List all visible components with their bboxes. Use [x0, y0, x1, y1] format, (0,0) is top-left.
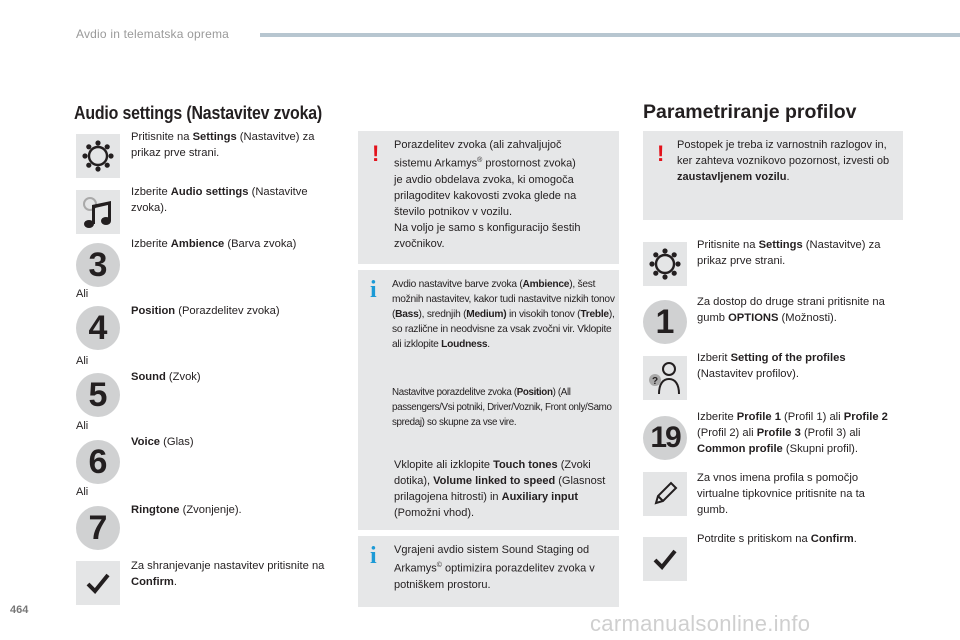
info-sound-staging-text: Vgrajeni avdio sistem Sound Staging od Arkamys© optimizira porazdelitev zvoka v potniškem prostoru.: [394, 544, 595, 591]
warning-box-profiles: [643, 131, 903, 220]
profile-person-icon: [643, 356, 687, 400]
step-number-5: 5: [76, 373, 120, 417]
audio-settings-note-icon: [76, 190, 120, 234]
step-position-text: Position (Porazdelitev zvoka): [131, 305, 280, 317]
profile-step-select-profile-text: Izberite Profile 1 (Profil 1) ali Profile 2 (Profil 2) ali Profile 3 (Profil 3) ali Common profile (Skupni profil).: [697, 411, 888, 455]
warning-text: Porazdelitev zvoka (ali zahvaljujoč sistemu Arkamys® prostornost zvoka) je avdio obdelava zvoka, ki omogoča prilagoditev kakovosti zvoka glede na število potnikov v vozilu. Na voljo je samo s konfiguracijo šestih zvočnikov.: [394, 139, 581, 250]
step-settings-text: Pritisnite na Settings (Nastavitve) za prikaz prve strani.: [131, 131, 315, 159]
warning-mark: !: [657, 141, 665, 166]
warning-stationary-text: Postopek je treba iz varnostnih razlogov in, ker zahteva voznikovo pozornost, izvesti ob zaustavljenem vozilu.: [677, 139, 890, 183]
step-ambience-text: Izberite Ambience (Barva zvoka): [131, 238, 297, 250]
profile-step-settings-text: Pritisnite na Settings (Nastavitve) za prikaz prve strani.: [697, 239, 881, 267]
profile-step-setting-profiles-text: Izberit Setting of the profiles (Nastavitev profilov).: [697, 352, 846, 380]
confirm-check-icon: [76, 561, 120, 605]
profile-step-confirm-text: Potrdite s pritiskom na Confirm.: [697, 533, 857, 545]
step-confirm-text: Za shranjevanje nastavitev pritisnite na Confirm.: [131, 560, 325, 588]
watermark: carmanualsonline.info: [590, 611, 811, 636]
step-ringtone-text: Ringtone (Zvonjenje).: [131, 504, 242, 516]
step-number-4: 4: [76, 306, 120, 350]
info-mark: i: [370, 543, 377, 569]
step-number-3: 3: [76, 243, 120, 287]
warning-mark: !: [372, 141, 380, 166]
info-box-ambience: [358, 270, 619, 530]
step-number-1: 1: [643, 300, 687, 344]
or-label: Ali: [76, 355, 89, 367]
step-number-7: 7: [76, 506, 120, 550]
info-box-sound-staging: [358, 536, 619, 607]
settings-gear-icon: [643, 242, 687, 286]
page-number: 464: [10, 604, 29, 616]
or-label: Ali: [76, 288, 89, 300]
info-mark: i: [370, 277, 377, 303]
section-title-audio-settings: Audio settings (Nastavitev zvoka): [74, 102, 323, 123]
step-sound-text: Sound (Zvok): [131, 371, 201, 383]
section-title-profiles: Parametriranje profilov: [643, 101, 857, 123]
svg-text:?: ?: [651, 376, 659, 387]
step-voice-text: Voice (Glas): [131, 436, 194, 448]
settings-gear-icon: [76, 134, 120, 178]
info-ambience-text: Avdio nastavitve barve zvoka (Ambience), šest možnih nastavitev, kakor tudi nastavitve nizkih tonov (Bass), srednjih (Medium) in visokih tonov (Treble), so različne in neodvisne za vsak zvočni vir. Vklopite ali izklopite Loudness.: [392, 279, 615, 350]
confirm-check-icon: [643, 537, 687, 581]
running-header: Avdio in telematska oprema: [76, 27, 230, 41]
info-position-text: Nastavitve porazdelitve zvoka (Position) (All passengers/Vsi potniki, Driver/Voznik, Front only/Samo spredaj) so skupne za vse vire.: [392, 387, 612, 428]
warning-box-arkamys: [358, 131, 619, 264]
or-label: Ali: [76, 420, 89, 432]
step-number-6: 6: [76, 440, 120, 484]
step-number-19: 19: [643, 416, 687, 460]
header-accent-bar: [260, 33, 960, 37]
pencil-edit-icon: [643, 472, 687, 516]
profile-step-name-text: Za vnos imena profila s pomočjo virtualne tipkovnice pritisnite na ta gumb.: [697, 472, 865, 516]
or-label: Ali: [76, 486, 89, 498]
profile-step-options-text: Za dostop do druge strani pritisnite na gumb OPTIONS (Možnosti).: [697, 296, 885, 324]
info-touch-tones-text: Vklopite ali izklopite Touch tones (Zvoki dotika), Volume linked to speed (Glasnost prilagojena hitrosti) in Auxiliary input (Pomožni vhod).: [394, 459, 606, 519]
step-audio-settings-text: Izberite Audio settings (Nastavitve zvoka).: [131, 186, 308, 214]
